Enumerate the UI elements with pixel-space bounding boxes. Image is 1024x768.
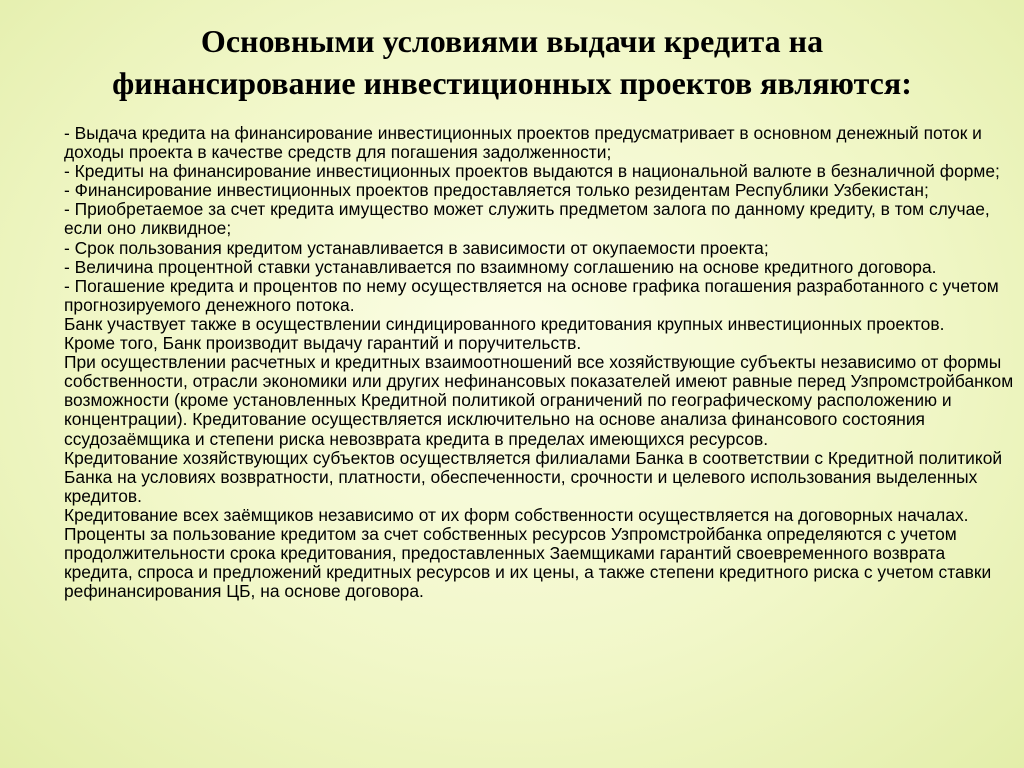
paragraph-condition-collateral: - Приобретаемое за счет кредита имущество может служить предметом залога по данному кредиту, в том случае, если оно ликвидное; bbox=[64, 199, 990, 239]
paragraph-syndicated-lending: Банк участвует также в осуществлении синдицированного кредитования крупных инвестиционных проектов. bbox=[64, 313, 945, 334]
paragraph-condition-rate: - Величина процентной ставки устанавливается по взаимному соглашению на основе кредитного договора. bbox=[64, 256, 937, 277]
paragraph-condition-repayment: - Погашение кредита и процентов по нему осуществляется на основе графика погашения разработанного с учетом прогнозируемого денежного потока. bbox=[64, 275, 999, 315]
slide-body bbox=[64, 124, 1014, 601]
paragraph-interest-rates: Проценты за пользование кредитом за счет собственных ресурсов Узпромстройбанка определяются с учетом продолжительности срока кредитования, предоставленных Заемщиками гарантий своевременного возврата кредита, спроса и предложений кредитных ресурсов и их цены, а также степени кредитного риска с учетом ставки рефинансирования ЦБ, на основе договора. bbox=[64, 523, 992, 602]
slide-title-line-2: финансирование инвестиционных проектов являются: bbox=[112, 65, 912, 101]
slide-title-line-1: Основными условиями выдачи кредита на bbox=[200, 23, 824, 59]
paragraph-condition-term: - Срок пользования кредитом устанавливается в зависимости от окупаемости проекта; bbox=[64, 237, 769, 258]
paragraph-condition-cashflow: - Выдача кредита на финансирование инвестиционных проектов предусматривает в основном денежный поток и доходы проекта в качестве средств для погашения задолженности; bbox=[64, 123, 982, 163]
paragraph-condition-currency: - Кредиты на финансирование инвестиционных проектов выдаются в национальной валюте в безналичной форме; bbox=[64, 161, 1000, 182]
slide-title bbox=[40, 20, 984, 104]
paragraph-contractual-basis: Кредитование всех заёмщиков независимо от их форм собственности осуществляется на договорных началах. bbox=[64, 504, 969, 525]
paragraph-condition-residents: - Финансирование инвестиционных проектов предоставляется только резидентам Республики Узбекистан; bbox=[64, 180, 929, 201]
paragraph-branch-lending: Кредитование хозяйствующих субъектов осуществляется филиалами Банка в соответствии с Кредитной политикой Банка на условиях возвратности, платности, обеспеченности, срочности и целевого использования выделенных кредитов. bbox=[64, 447, 1003, 506]
paragraph-equal-opportunities: При осуществлении расчетных и кредитных взаимоотношений все хозяйствующие субъекты независимо от формы собственности, отрасли экономики или других нефинансовых показателей имеют равные перед Узпромстройбанком возможности (кроме установленных Кредитной политикой ограничений по географическому расположению и концентрации). Кредитование осуществляется исключительно на основе анализа финансового состояния ссудозаёмщика и степени риска невозврата кредита в пределах имеющихся ресурсов. bbox=[64, 352, 1014, 449]
paragraph-guarantees: Кроме того, Банк производит выдачу гарантий и поручительств. bbox=[64, 333, 582, 354]
